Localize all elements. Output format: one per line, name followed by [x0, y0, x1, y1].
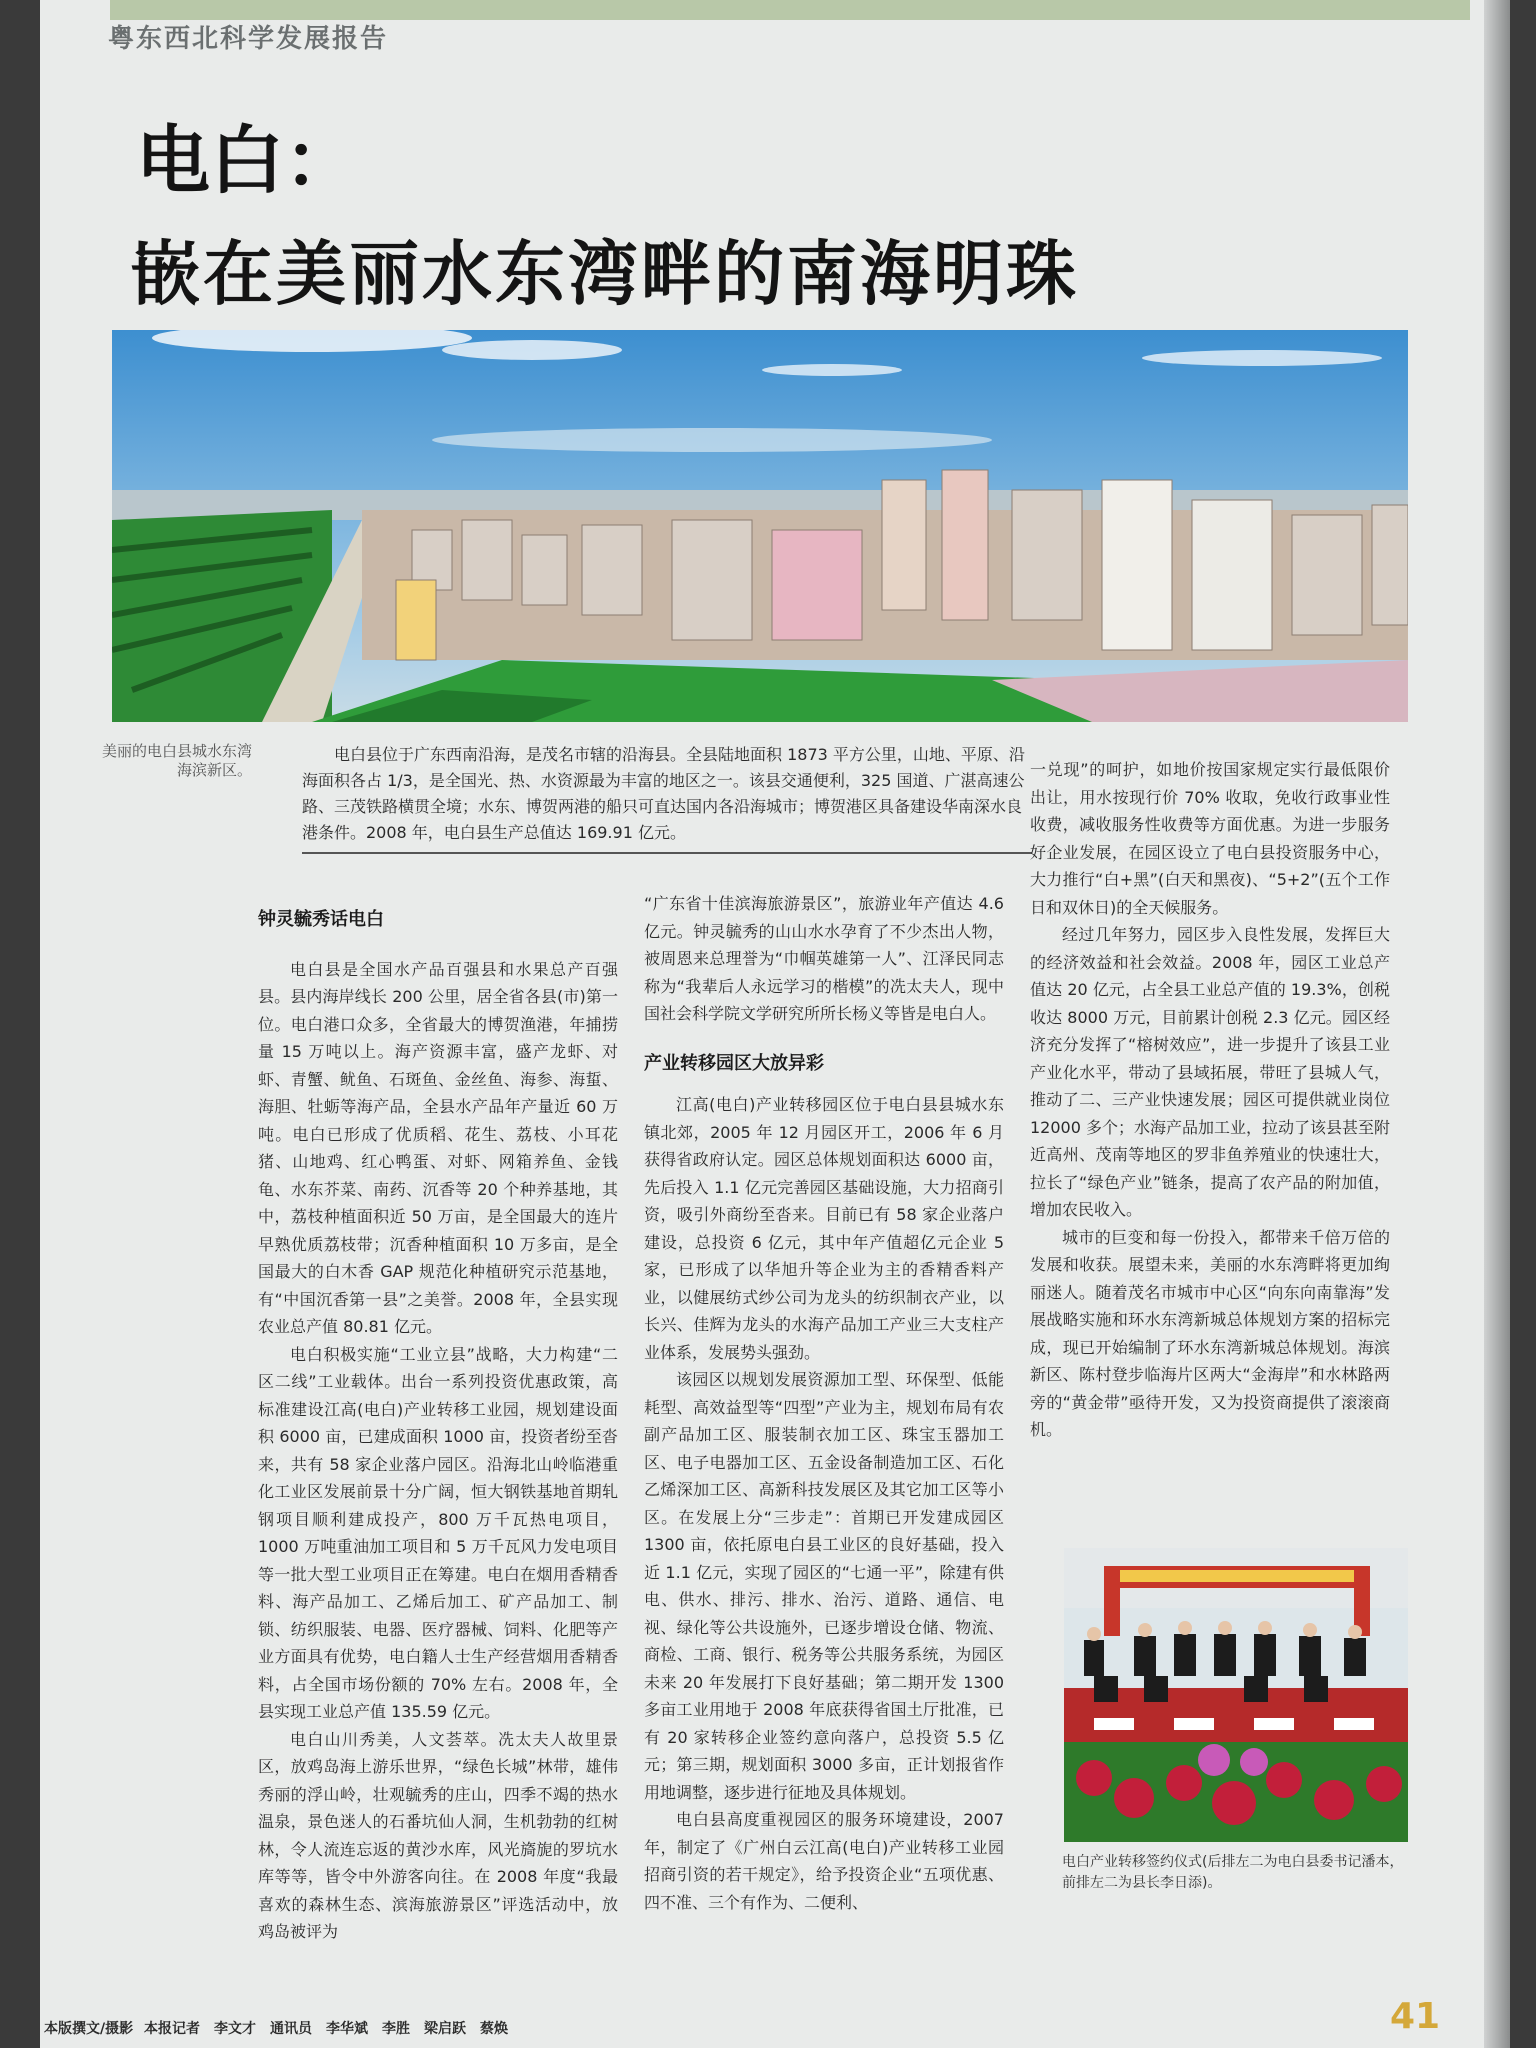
- magazine-page: [40, 0, 1510, 2048]
- article-column-1: [258, 906, 618, 1946]
- page-number: 41: [1390, 1996, 1441, 2037]
- article-title-line2: 嵌在美丽水东湾畔的南海明珠: [130, 233, 1079, 315]
- article-title-line1: 电白：: [136, 118, 358, 204]
- paragraph: 电白积极实施“工业立县”战略，大力构建“二区二线”工业载体。出台一系列投资优惠政策，高标准建设江高(电白)产业转移工业园，规划建设面积 6000 亩，已建成面积 1000 亩，投资者纷至沓来，共有 58 家企业落户园区。沿海北山岭临港重化工业区发展前景十分广阔，恒大钢铁基地首期轧钢项目顺利建成投产，800 万千瓦热电项目，1000 万吨重油加工项目和 5 万千瓦风力发电项目等一批大型工业项目正在筹建。电白在烟用香精香料、海产品加工、乙烯后加工、矿产品加工、制锁、纺织服装、电器、医疗器械、饲料、化肥等产业方面具有优势，电白籍人士生产经营烟用香精香料，占全国市场份额的 70% 左右。2008 年，全县实现工业总产值 135.59 亿元。: [258, 1344, 618, 1721]
- section-header: 粤东西北科学发展报告: [108, 24, 389, 54]
- paragraph: 电白县高度重视园区的服务环境建设，2007 年，制定了《广州白云江高(电白)产业转移工业园招商引资的若干规定》，给予投资企业“五项优惠、四不准、三个有作为、二便利、: [644, 1810, 1004, 1912]
- paragraph: 电白山川秀美，人文荟萃。冼太夫人故里景区，放鸡岛海上游乐世界，“绿色长城”林带，雄伟秀丽的浮山岭，壮观毓秀的庄山，四季不竭的热水温泉，景色迷人的石番坑仙人洞，生机勃勃的红树林，令人流连忘返的黄沙水库，风光旖旎的罗坑水库等等，皆令中外游客向往。在 2008 年度“我最喜欢的森林生态、滨海旅游景区”评选活动中，放鸡岛被评为: [258, 1729, 618, 1941]
- ceremony-photo-caption: 电白产业转移签约仪式(后排左二为电白县委书记潘本，前排左二为县长李日添)。: [1062, 1854, 1404, 1891]
- section-heading-2: 产业转移园区大放异彩: [644, 1052, 824, 1074]
- section-heading-1: 钟灵毓秀话电白: [258, 909, 384, 930]
- article-column-3: [1030, 756, 1390, 1444]
- city-panorama-photo: [112, 330, 1408, 722]
- top-color-band: [110, 0, 1470, 20]
- paragraph: 江高(电白)产业转移园区位于电白县县城水东镇北郊，2005 年 12 月园区开工，2006 年 6 月获得省政府认定。园区总体规划面积达 6000 亩，先后投入 1.1 亿元完善园区基础设施，大力招商引资，吸引外商纷至沓来。目前已有 58 家企业落户建设，总投资 6 亿元，其中年产值超亿元企业 5 家，已形成了以华旭升等企业为主的香精香料产业，以健展纺式纱公司为龙头的纺织制衣产业，以长兴、佳辉为龙头的水海产品加工产业三大支柱产业体系，发展势头强劲。: [644, 1095, 1004, 1362]
- paragraph-continued: “广东省十佳滨海旅游景区”，旅游业年产值达 4.6 亿元。钟灵毓秀的山山水水孕育了不少杰出人物，被周恩来总理誉为“巾帼英雄第一人”、江泽民同志称为“我辈后人永远学习的楷模”的冼太夫人，现中国社会科学院文学研究所所长杨义等皆是电白人。: [644, 894, 1004, 1023]
- ceremony-illustration: [1064, 1548, 1408, 1842]
- byline-credits: 本版撰文/摄影 本报记者 李文才 通讯员 李华斌 李胜 梁启跃 蔡焕: [44, 2021, 508, 2037]
- paragraph: 城市的巨变和每一份投入，都带来千倍万倍的发展和收获。展望未来，美丽的水东湾畔将更加绚丽迷人。随着茂名市城市中心区“向东向南靠海”发展战略实施和环水东湾新城总体规划方案的招标完成，现已开始编制了环水东湾新城总体规划。海滨新区、陈村登步临海片区两大“金海岸”和水林路两旁的“黄金带”亟待开发，又为投资商提供了滚滚商机。: [1030, 1227, 1390, 1439]
- intro-paragraph: 电白县位于广东西南沿海，是茂名市辖的沿海县。全县陆地面积 1873 平方公里，山地、平原、沿海面积各占 1/3，是全国光、热、水资源最为丰富的地区之一。该县交通便利，325 国道、广湛高速公路、三茂铁路横贯全境；水东、博贺两港的船只可直达国内各沿海城市；博贺港区具备建设华南深水良港条件。2008 年，电白县生产总值达 169.91 亿元。: [302, 742, 1032, 854]
- paragraph: 电白县是全国水产品百强县和水果总产百强县。县内海岸线长 200 公里，居全省各县(市)第一位。电白港口众多，全省最大的博贺渔港，年捕捞量 15 万吨以上。海产资源丰富，盛产龙虾、对虾、青蟹、鱿鱼、石斑鱼、金丝鱼、海参、海蜇、海胆、牡蛎等海产品，全县水产品年产量近 60 万吨。电白已形成了优质稻、花生、荔枝、小耳花猪、山地鸡、红心鸭蛋、对虾、网箱养鱼、金钱龟、水东芥菜、南药、沉香等 20 个种养基地，其中，荔枝种植面积近 50 万亩，是全国最大的连片早熟优质荔枝带；沉香种植面积 10 万多亩，是全国最大的白木香 GAP 规范化种植研究示范基地，有“中国沉香第一县”之美誉。2008 年，全县实现农业总产值 80.81 亿元。: [258, 959, 618, 1336]
- page-edge-shadow: [1484, 0, 1510, 2048]
- city-panorama-illustration: [112, 330, 1408, 722]
- photo-side-caption: 美丽的电白县城水东湾海滨新区。: [102, 742, 253, 779]
- paragraph-continued: 一兑现”的呵护，如地价按国家规定实行最低限价出让，用水按现行价 70% 收取，免收行政事业性收费，减收服务性收费等方面优惠。为进一步服务好企业发展，在园区设立了电白县投资服务中心，大力推行“白+黑”(白天和黑夜)、“5+2”(五个工作日和双休日)的全天候服务。: [1030, 760, 1390, 917]
- signing-ceremony-photo: [1064, 1548, 1408, 1842]
- article-column-2: [644, 890, 1004, 1916]
- paragraph: 该园区以规划发展资源加工型、环保型、低能耗型、高效益型等“四型”产业为主，规划布局有农副产品加工区、服装制衣加工区、珠宝玉器加工区、电子电器加工区、五金设备制造加工区、石化乙烯深加工区、高新科技发展区及其它加工区等小区。在发展上分“三步走”：首期已开发建成园区 1300 亩，依托原电白县工业区的良好基础，投入近 1.1 亿元，实现了园区的“七通一平”，除建有供电、供水、排污、排水、治污、道路、通信、电视、绿化等公共设施外，已逐步增设仓储、物流、商检、工商、银行、税务等公共服务系统，为园区未来 20 年发展打下良好基础；第二期开发 1300 多亩工业用地于 2008 年底获得省国土厅批准，已有 20 家转移企业签约意向落户，总投资 5.5 亿元；第三期，规划面积 3000 多亩，正计划报省作用地调整，逐步进行征地及具体规划。: [644, 1370, 1004, 1802]
- paragraph: 经过几年努力，园区步入良性发展，发挥巨大的经济效益和社会效益。2008 年，园区工业总产值达 20 亿元，占全县工业总产值的 19.3%，创税收达 8000 万元，目前累计创税 2.3 亿元。园区经济充分发挥了“榕树效应”，进一步提升了该县工业产业化水平，带动了县域拓展，带旺了县城人气，推动了二、三产业快速发展；园区可提供就业岗位 12000 多个；水海产品加工业，拉动了该县甚至附近高州、茂南等地区的罗非鱼养殖业的快速壮大，拉长了“绿色产业”链条，提高了农产品的附加值，增加农民收入。: [1030, 925, 1390, 1219]
